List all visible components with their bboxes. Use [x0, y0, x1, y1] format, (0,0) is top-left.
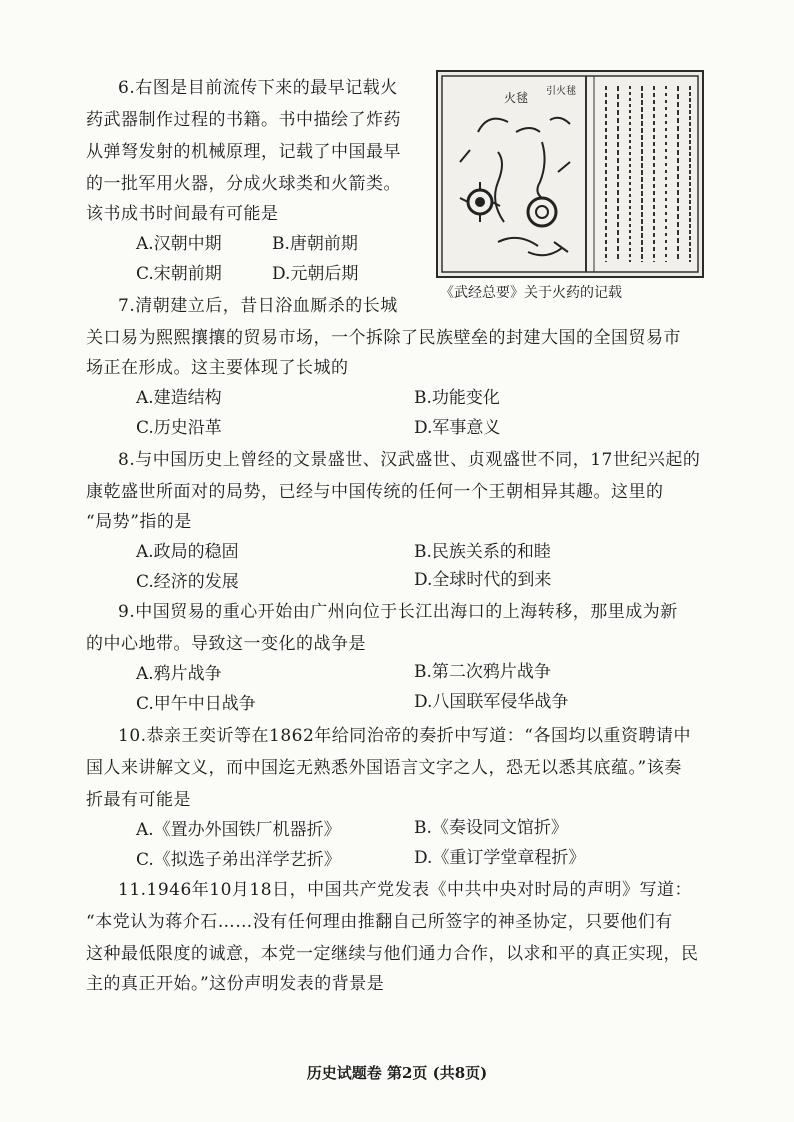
- q9-option-a: A.鸦片战争: [136, 664, 222, 684]
- q10-option-d: D.《重订学堂章程折》: [414, 848, 586, 868]
- q11-line-3: 这种最低限度的诚意，本党一定继续与他们通力合作，以求和平的真正实现，民: [86, 944, 699, 964]
- q10-option-c: C.《拟选子弟出洋学艺折》: [136, 850, 341, 870]
- q9-option-c: C.甲午中日战争: [136, 694, 256, 714]
- q6-line-5: 该书成书时间最有可能是: [86, 204, 279, 224]
- q9-line-2: 的中心地带。导致这一变化的战争是: [86, 634, 366, 654]
- page-footer: 历史试题卷 第2页 (共8页): [306, 1064, 488, 1082]
- q11-line-4: 主的真正开始。”这份声明发表的背景是: [86, 974, 385, 994]
- q10-option-a: A.《置办外国铁厂机器折》: [136, 820, 341, 840]
- q8-option-b: B.民族关系的和睦: [414, 542, 551, 562]
- q9-line-1: 9.中国贸易的重心开始由广州向位于长江出海口的上海转移，那里成为新: [118, 602, 678, 622]
- figure-label-side: 引火毬: [546, 86, 576, 97]
- q7-option-b: B.功能变化: [414, 388, 500, 408]
- q8-option-c: C.经济的发展: [136, 572, 239, 592]
- q10-option-b: B.《奏设同文馆折》: [414, 818, 568, 838]
- q7-line-3: 场正在形成。这主要体现了长城的: [86, 358, 349, 378]
- q6-line-3: 从弹弩发射的机械原理，记载了中国最早: [86, 142, 401, 162]
- q10-line-2: 国人来讲解文义，而中国迄无熟悉外国语言文字之人，恐无以悉其底蕴。”该奏: [86, 758, 682, 778]
- woodblock-illustration: [438, 72, 702, 276]
- figure-label-top: 火毬: [504, 91, 529, 105]
- q11-line-2: “本党认为蒋介石……没有任何理由推翻自己所签字的神圣协定，只要他们有: [86, 912, 673, 932]
- q7-option-a: A.建造结构: [136, 388, 222, 408]
- q9-option-b: B.第二次鸦片战争: [414, 662, 551, 682]
- figure-caption: 《武经总要》关于火药的记载: [440, 285, 622, 301]
- q6-option-d: D.元朝后期: [272, 264, 359, 284]
- q8-line-1: 8.与中国历史上曾经的文景盛世、汉武盛世、贞观盛世不同，17世纪兴起的: [118, 450, 701, 470]
- q10-line-1: 10.恭亲王奕䜣等在1862年给同治帝的奏折中写道：“各国均以重资聘请中: [118, 726, 691, 746]
- q6-line-2: 药武器制作过程的书籍。书中描绘了炸药: [86, 110, 401, 130]
- q8-option-a: A.政局的稳固: [136, 542, 239, 562]
- q7-line-1: 7.清朝建立后，昔日浴血厮杀的长城: [118, 296, 398, 316]
- q7-option-d: D.军事意义: [414, 418, 501, 438]
- q6-line-4: 的一批军用火器，分成火球类和火箭类。: [86, 174, 401, 194]
- q9-option-d: D.八国联军侵华战争: [414, 692, 569, 712]
- q8-line-3: “局势”指的是: [86, 512, 192, 532]
- q6-option-c: C.宋朝前期: [136, 264, 222, 284]
- q8-option-d: D.全球时代的到来: [414, 570, 552, 590]
- wujing-zongyao-figure: [436, 70, 704, 278]
- q7-option-c: C.历史沿革: [136, 418, 222, 438]
- q10-line-3: 折最有可能是: [86, 790, 191, 810]
- q6-option-a: A.汉朝中期: [136, 234, 222, 254]
- q7-line-2: 关口易为熙熙攘攘的贸易市场，一个拆除了民族壁垒的封建大国的全国贸易市: [86, 328, 681, 348]
- q6-line-1: 6.右图是目前流传下来的最早记载火: [118, 78, 398, 98]
- q8-line-2: 康乾盛世所面对的局势，已经与中国传统的任何一个王朝相异其趣。这里的: [86, 482, 664, 502]
- q6-option-b: B.唐朝前期: [272, 234, 358, 254]
- q11-line-1: 11.1946年10月18日，中国共产党发表《中共中央对时局的声明》写道：: [118, 880, 693, 900]
